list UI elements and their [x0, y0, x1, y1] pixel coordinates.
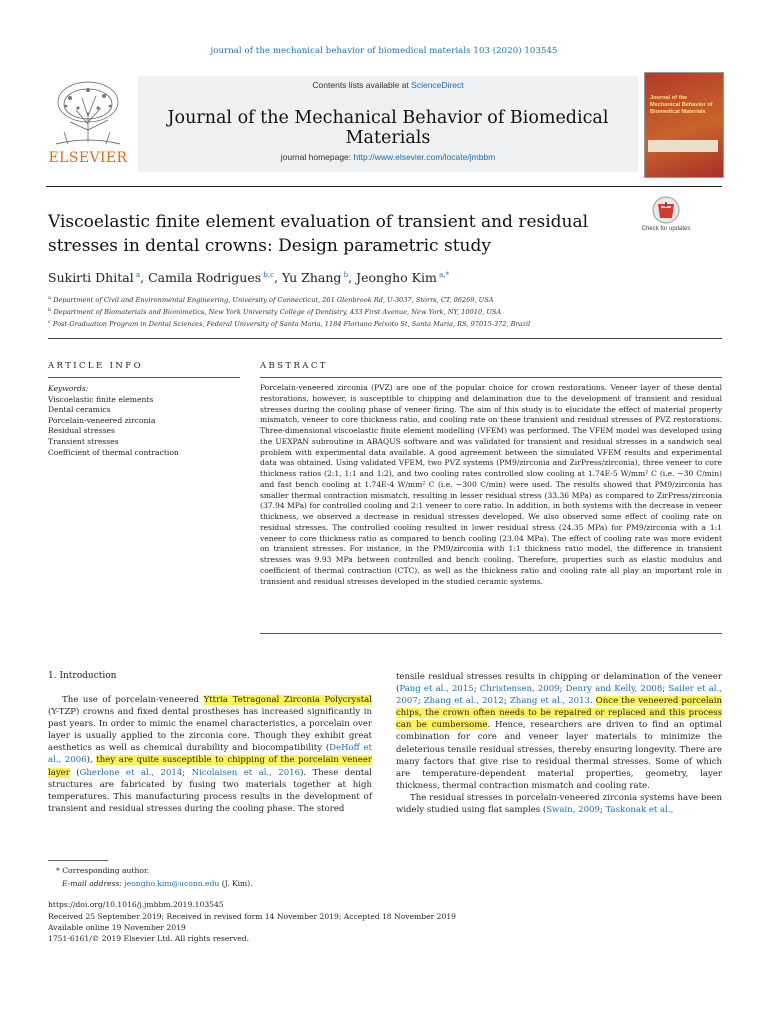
keyword: Residual stresses: [48, 426, 115, 436]
author-name[interactable]: Sukirti Dhital: [48, 270, 134, 285]
affiliation-text: Department of Biomaterials and Biomimetics, New York University College of Dentistry, 433 First Avenue, New York, NY, 10010, USA: [53, 308, 502, 317]
body-text: ),: [86, 755, 97, 766]
highlighted-text: Yttria Tetragonal Zirconia Polycrystal: [203, 695, 372, 705]
contents-line: [138, 80, 638, 90]
body-column-right: [396, 671, 722, 816]
email-line: [62, 879, 562, 890]
publisher-name: ELSEVIER: [48, 150, 128, 166]
citation-link[interactable]: Gherlone et al., 2014: [79, 767, 183, 778]
copyright-notice: 1751-6161/© 2019 Elsevier Ltd. All rights reserved.: [48, 934, 250, 943]
citation-link[interactable]: Sailer et al., 2007: [396, 684, 722, 707]
abstract-heading: ABSTRACT: [260, 361, 328, 371]
keyword: Porcelain-veneered zirconia: [48, 415, 156, 425]
affiliation: [48, 294, 688, 305]
highlighted-text: Once the veneered porcelain chips, the crown often needs to be repaired or replaced and this process can be cumbersome: [396, 696, 723, 731]
homepage-prefix: journal homepage:: [280, 152, 354, 162]
author-affiliation-mark[interactable]: b: [343, 270, 349, 279]
body-text: .: [589, 696, 596, 707]
paper-title: Viscoelastic finite element evaluation of transient and residual stresses in dental crowns: Design parametric study: [48, 212, 589, 256]
affiliation-mark: c: [48, 319, 51, 325]
abstract-bottom-rule: [260, 633, 722, 634]
citation-link[interactable]: Nicolaisen et al., 2016: [191, 767, 301, 778]
email-link[interactable]: jeongho.kim@uconn.edu: [124, 879, 220, 888]
check-for-updates-label[interactable]: Check for updates: [641, 226, 691, 232]
masthead-divider: [46, 186, 722, 187]
body-text: ;: [417, 696, 424, 707]
keyword: Viscoelastic finite elements: [48, 394, 154, 404]
email-suffix: (J. Kim).: [219, 879, 253, 888]
citation-link[interactable]: Christensen, 2009: [479, 684, 560, 695]
body-text: The residual stresses in porcelain-veneered zirconia systems have been widely studied using flat samples (: [396, 792, 722, 816]
body-text: (: [69, 767, 80, 778]
author-affiliation-mark[interactable]: b,c: [263, 270, 275, 279]
keyword: Coefficient of thermal contraction: [48, 447, 179, 457]
journal-homepage: [138, 152, 638, 162]
cover-band: [648, 140, 718, 152]
affiliation-text: Department of Civil and Environmental Engineering, University of Connecticut, 261 Glenbrook Rd, U-3037, Storrs, CT, 06269, USA: [53, 296, 494, 305]
keyword: Dental ceramics: [48, 405, 111, 415]
citation-link[interactable]: DeHoff et al., 2006: [48, 743, 372, 766]
keywords-block: [48, 384, 238, 458]
body-text: . Hence, researchers are driven to find an optimal combination for core and veneer layer materials to minimize the deleterious tensile residual stresses, thereby ensuring longevity. There are many factors that give rise to residual thermal stresses. Some of which are temperature-dependent material properties, geometry, layer thickness, thermal contraction mismatch and cooling rate.: [396, 720, 722, 791]
available-online: Available online 19 November 2019: [48, 923, 186, 932]
doi-link[interactable]: https://doi.org/10.1016/j.jmbbm.2019.103545: [48, 900, 224, 909]
body-text: ;: [473, 684, 480, 695]
author-list: Sukirti Dhital $^a$, Camila Rodrigues $^{b,c}$, Yu Zhang $^b$, Jeongho Kim $^{a,*}$: [48, 270, 449, 285]
citation-link[interactable]: Swain, 2009: [546, 805, 600, 816]
body-text: ;: [662, 684, 669, 695]
section-heading-introduction: 1. Introduction: [48, 671, 117, 681]
affiliation: [48, 306, 688, 317]
contents-prefix: Contents lists available at: [312, 80, 412, 90]
body-text: ). These dental structures are fabricated by fusing two materials together at high temperatures. This manufacturing process results in the development of transient and residual stresses during the cooling phase. The stored: [48, 767, 372, 814]
corresponding-author-note: * Corresponding author.: [56, 866, 150, 875]
affiliation-text: Post-Graduation Program in Dental Sciences, Federal University of Santa Maria, 1184 Floriano Peixoto St, Santa Maria, RS, 97015-372, Brazil: [52, 320, 531, 329]
journal-citation[interactable]: journal of the mechanical behavior of biomedical materials 103 (2020) 103545: [210, 46, 558, 56]
body-text: ;: [182, 767, 192, 778]
author-affiliation-mark[interactable]: a: [135, 270, 141, 279]
body-text: The use of porcelain-veneered: [62, 695, 204, 705]
body-text: ;: [559, 684, 566, 695]
citation-link[interactable]: Taskonak et al.,: [605, 805, 674, 816]
body-text: ;: [599, 805, 606, 816]
email-label: E-mail address:: [62, 879, 125, 888]
sciencedirect-link[interactable]: ScienceDirect: [411, 80, 464, 90]
citation-link[interactable]: Denry and Kelly, 2008: [565, 684, 663, 695]
check-for-updates-icon[interactable]: [646, 194, 686, 242]
article-info-heading: ARTICLE INFO: [48, 361, 143, 371]
affiliation-mark: a: [48, 295, 51, 301]
author-affiliation-mark[interactable]: a,*: [439, 270, 449, 279]
affiliation-mark: b: [48, 307, 52, 313]
citation-link[interactable]: Zhang et al., 2013: [509, 696, 590, 707]
abstract-text: Porcelain-veneered zirconia (PVZ) are one of the popular choice for crown restorations. Veneer layer of these dental restorations, however, is susceptible to chipping and delamination due to the development of transient and residual stresses during the cooling phase of veneer firing. The aim of this study is to elucidate the effect of material property mismatch, veneer to core thickness ratio, and cooling rate on these transient and residual stresses of PVZ restorations. Three-dimensional viscoelastic finite element modelling (VFEM) was performed. The VFEM model was developed using the UEXPAN subroutine in ABAQUS software and was validated for transient and residual stresses in a sandwich seal problem with experimental data available. A good agreement between the simulated VFEM results and experimental data was obtained. Using validated VFEM, two PVZ systems (PM9/zirconia and ZirPress/zirconia), three veneer to core thickness ratios (2:1, 1:1 and 1:2), and two cooling rates controlled slow cooling at 1.74E-5 W/mm² C (i.e. −30 C/min) and fast bench cooling at 1.74E-4 W/mm² C (i.e. −300 C/min) were used. The results showed that PM9/zirconia has smaller thermal contraction mismatch, resulting in lesser residual stress (33.36 MPa) as compared to ZirPress/zirconia (37.94 MPa) for controlled cooling and 2:1 veneer to core ratio. In addition, in both systems with the decrease in veneer thickness, we observed a decrease in residual stresses developed. We also observed some effect of cooling rate on residual stresses. The controlled cooling resulted in lower residual stress (24.35 MPa) for PM9/zirconia with a 1:1 veneer to core thickness ratio as compared to bench cooling (23.04 MPa). The effect of cooling rate was more evident on transient stresses. For instance, in the PM9/zirconia with 1:1 thickness ratio model, the difference in transient stresses was 9.93 MPa between controlled and bench cooling. Therefore, properties such as elastic modulus and coefficient of thermal contraction (CTC), as well as the thickness ratio and cooling rate all play an important role in transient and residual stresses developed in the studied ceramic systems.: [260, 383, 722, 586]
highlighted-text: they are quite susceptible to chipping of the porcelain veneer layer: [48, 755, 372, 778]
section-divider: [48, 338, 722, 339]
abstract-rule: [260, 377, 722, 378]
article-info-rule: [48, 377, 240, 378]
body-text: ;: [503, 696, 510, 707]
cover-title: Journal of the Mechanical Behavior of Biomedical Materials: [650, 95, 713, 115]
homepage-link[interactable]: http://www.elsevier.com/locate/jmbbm: [353, 152, 496, 162]
received-dates: Received 25 September 2019; Received in revised form 14 November 2019; Accepted 18 November 2019: [48, 912, 456, 921]
citation-link[interactable]: Zhang et al., 2012: [423, 696, 504, 707]
keywords-label: Keywords:: [48, 384, 89, 393]
footnote-rule: [48, 860, 108, 861]
author-name[interactable]: Yu Zhang: [281, 270, 342, 285]
journal-cover-image: [644, 72, 724, 178]
keyword: Transient stresses: [48, 436, 119, 446]
body-text: tensile residual stresses results in chipping or delamination of the veneer (: [396, 672, 722, 695]
body-column-left: [48, 694, 372, 815]
body-text: (Y-TZP) crowns and fixed dental prostheses has increased significantly in past years. In order to mimic the enamel characteristics, a porcelain over layer is usually applied to the zirconia core. Though they exhibit great aesthetics as well as chemical durability and biocompatibility (: [48, 707, 372, 754]
author-name[interactable]: Camila Rodrigues: [148, 270, 262, 285]
author-name[interactable]: Jeongho Kim: [356, 270, 437, 285]
journal-title: Journal of the Mechanical Behavior of Biomedical Materials: [167, 108, 609, 148]
affiliation: [48, 318, 688, 329]
citation-link[interactable]: Pang et al., 2015: [399, 684, 474, 695]
